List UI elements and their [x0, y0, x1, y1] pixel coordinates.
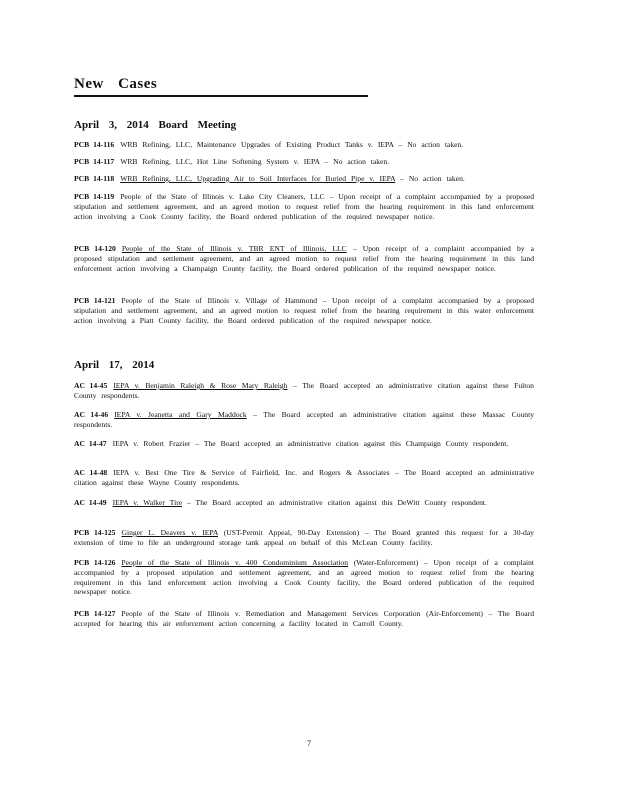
- heading-rule: [74, 95, 368, 97]
- case-summary: IEPA v. Robert Frazier – The Board accepted an administrative citation against this Champaign County respondent.: [112, 439, 509, 448]
- case-entry-ac-14-45: [74, 381, 534, 401]
- case-entry-pcb-14-121: [74, 296, 534, 325]
- case-entry-pcb-14-125: [74, 528, 534, 548]
- case-number: PCB 14-118: [74, 174, 115, 183]
- case-number: PCB 14-120: [74, 244, 116, 253]
- case-caption: IEPA v. Benjamin Raleigh & Rose Mary Raleigh: [113, 381, 288, 390]
- case-entry-pcb-14-117: [74, 157, 534, 167]
- case-number: PCB 14-126: [74, 558, 116, 567]
- case-entry-pcb-14-127: [74, 609, 534, 629]
- case-number: PCB 14-116: [74, 140, 115, 149]
- case-caption: WRB Refining, LLC, Upgrading Air to Soil Interfaces for Buried Pipe v. IEPA: [120, 174, 396, 183]
- case-summary: People of the State of Illinois v. Remediation and Management Services Corporation (Air-Enforcement) – The Board accepted for hearing this air enforcement action concerning a facility located in Carroll County.: [74, 609, 534, 628]
- case-number: PCB 14-117: [74, 157, 115, 166]
- case-summary: – Upon receipt of a complaint accompanied by a proposed stipulation and settlement agreement, and an agreed motion to request relief from the hearing requirement in this land enforcement action involving a Champaign County facility, the Board ordered publication of the required newspaper notice.: [74, 244, 534, 273]
- case-number: AC 14-48: [74, 468, 108, 477]
- case-summary: (Water-Enforcement) – Upon receipt of a complaint accompanied by a proposed stipulation and settlement agreement, and an agreed motion to request relief from the hearing requirement in this land enforcement action involving a Cook County facility, the Board ordered publication of the required newspaper notice.: [74, 558, 534, 597]
- case-number: PCB 14-127: [74, 609, 116, 618]
- case-entry-pcb-14-118: [74, 174, 534, 184]
- case-summary: – The Board accepted an administrative citation against these Fulton County respondents.: [74, 381, 534, 400]
- case-caption: People of the State of Illinois v. 400 Condominium Association: [121, 558, 349, 567]
- meeting-heading-april-3: April 3, 2014 Board Meeting: [74, 119, 237, 131]
- case-number: AC 14-45: [74, 381, 108, 390]
- case-number: AC 14-46: [74, 410, 109, 419]
- page-number: 7: [307, 739, 311, 748]
- case-summary: IEPA v. Best One Tire & Service of Fairfield, Inc. and Rogers & Associates – The Board accepted an administrative citation against these Wayne County respondents.: [74, 468, 534, 487]
- case-summary: People of the State of Illinois v. Lake City Cleaners, LLC – Upon receipt of a complaint accompanied by a proposed stipulation and settlement agreement, and an agreed motion to request relief from the hearing requirement in this land enforcement action involving a Cook County facility, the Board ordered publication of the required newspaper notice.: [74, 192, 534, 221]
- case-entry-pcb-14-116: [74, 140, 534, 150]
- case-entry-ac-14-49: [74, 498, 534, 508]
- case-caption: Ginger L. Deavers v. IEPA: [121, 528, 218, 537]
- case-summary: WRB Refining, LLC, Maintenance Upgrades of Existing Product Tanks v. IEPA – No action taken.: [120, 140, 464, 149]
- case-number: PCB 14-125: [74, 528, 116, 537]
- case-summary: – The Board accepted an administrative citation against these Massac County respondents.: [74, 410, 535, 429]
- case-entry-pcb-14-126: [74, 558, 534, 597]
- case-entry-ac-14-48: [74, 468, 534, 488]
- case-number: PCB 14-121: [74, 296, 116, 305]
- case-summary: – The Board accepted an administrative citation against this DeWitt County respondent.: [182, 498, 487, 507]
- case-caption: IEPA v. Jeanetta and Gary Maddock: [114, 410, 247, 419]
- case-caption: People of the State of Illinois v. TBR ENT of Illinois, LLC: [121, 244, 347, 253]
- page-heading: New Cases: [74, 76, 158, 92]
- case-caption: IEPA v. Walker Tire: [112, 498, 183, 507]
- case-number: AC 14-47: [74, 439, 107, 448]
- case-entry-ac-14-46: [74, 410, 534, 430]
- case-number: AC 14-49: [74, 498, 107, 507]
- case-summary: – No action taken.: [395, 174, 465, 183]
- case-entry-pcb-14-119: [74, 192, 534, 221]
- case-summary: (UST-Permit Appeal, 90-Day Extension) – The Board granted this request for a 30-day extension of time to file an underground storage tank appeal on behalf of this McLean County facility.: [74, 528, 534, 547]
- case-entry-pcb-14-120: [74, 244, 534, 273]
- case-summary: People of the State of Illinois v. Village of Hammond – Upon receipt of a complaint accompanied by a proposed stipulation and settlement agreement, and an agreed motion to request relief from the hearing requirement in this water enforcement action involving a Piatt County facility, the Board ordered publication of the required newspaper notice.: [74, 296, 534, 325]
- case-summary: WRB Refining, LLC, Hot Line Softening System v. IEPA – No action taken.: [120, 157, 390, 166]
- meeting-heading-april-17: April 17, 2014: [74, 359, 155, 371]
- case-number: PCB 14-119: [74, 192, 115, 201]
- case-entry-ac-14-47: [74, 439, 534, 449]
